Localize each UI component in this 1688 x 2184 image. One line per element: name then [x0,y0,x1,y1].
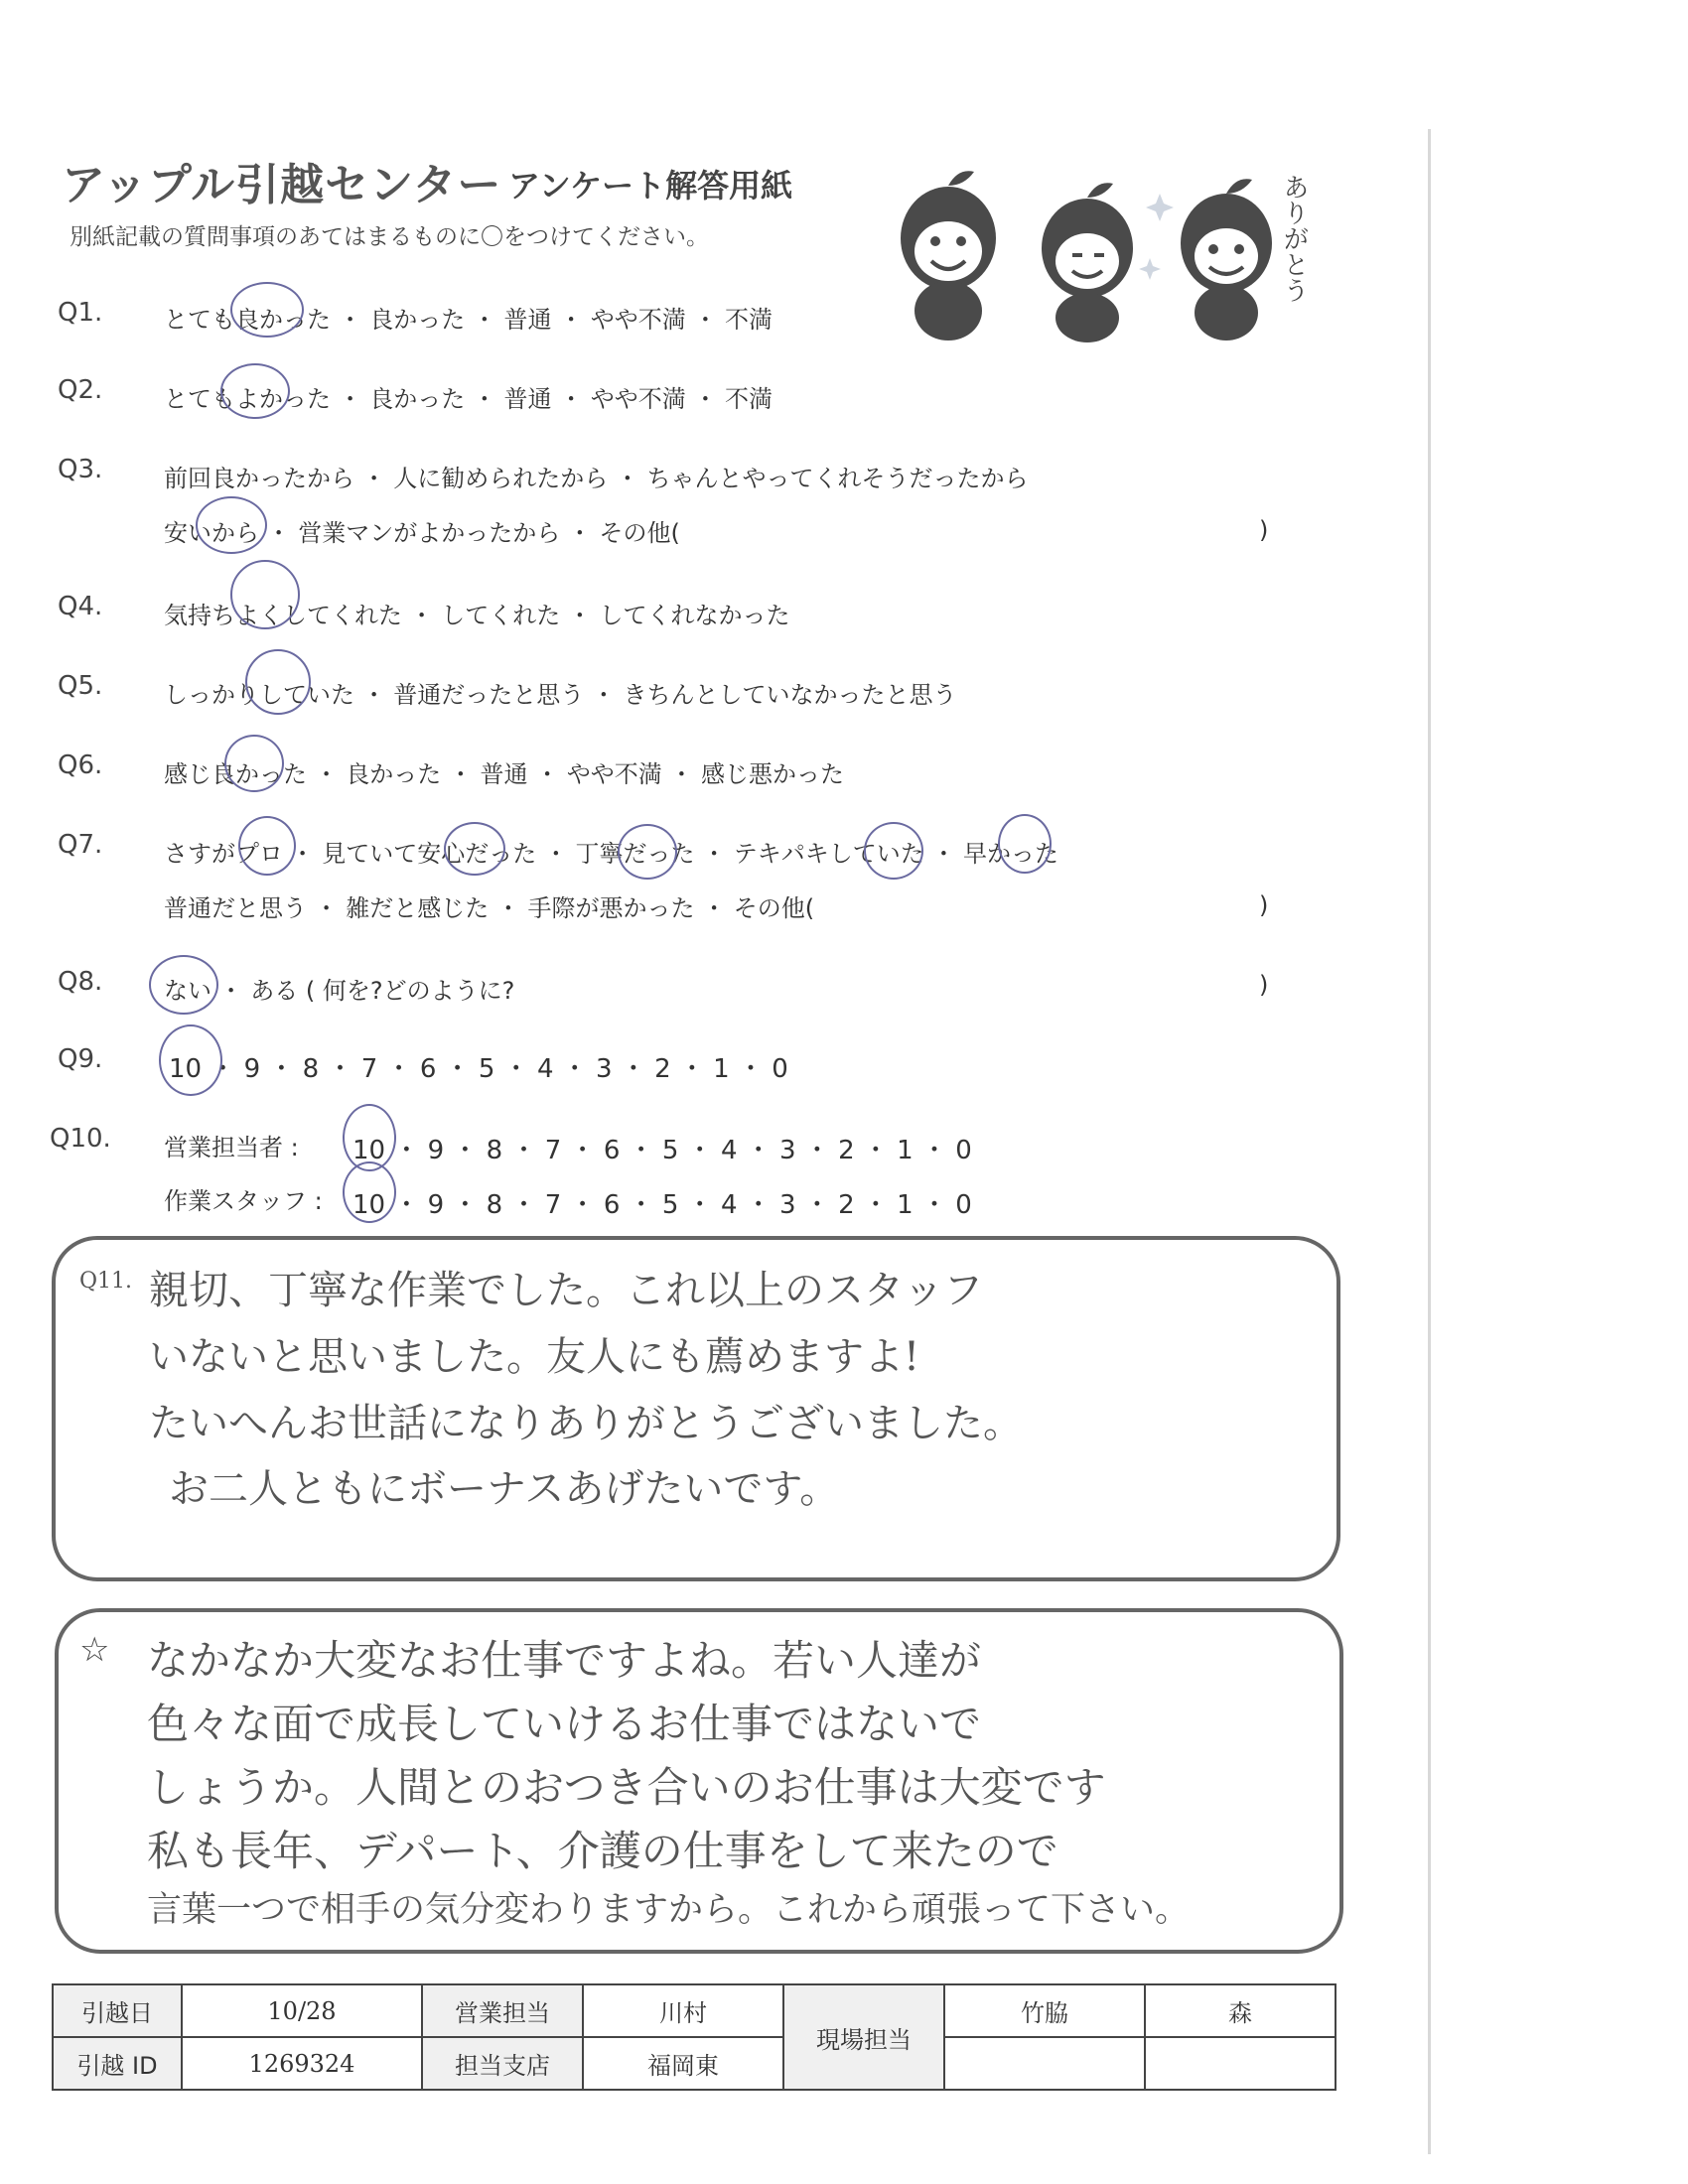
q4-label: Q4. [58,592,103,621]
answer-circle-mark [444,822,505,876]
star-handwriting-line3: しょうか。人間とのおつき合いのお仕事は大変です [147,1763,1106,1812]
site-staff-label: 現場担当 [783,1984,944,2090]
answer-circle-mark [245,649,311,715]
sales-rep-label: 営業担当 [422,1984,583,2037]
move-id-label: 引越 ID [53,2037,182,2090]
answer-circle-mark [230,560,300,629]
q1-label: Q1. [58,298,103,328]
branch-value: 福岡東 [583,2037,783,2090]
q10-sales-label: 営業担当者 : [164,1134,307,1161]
monkey-mascot-illustration [874,164,1321,342]
q5-label: Q5. [58,671,103,701]
q7-options-line1: さすがプロ ・ 見ていて安心だった ・ 丁寧だった ・ テキパキしていた ・ 早かった [164,840,1059,868]
star-handwriting-line2: 色々な面で成長していけるお仕事ではないで [147,1700,982,1748]
q3-options-line2: 安いから ・ 営業マンがよかったから ・ その他( [164,519,680,547]
q6-options: 感じ良かった ・ 良かった ・ 普通 ・ やや不満 ・ 感じ悪かった [164,760,845,788]
answer-circle-mark [618,824,677,880]
company-title: アップル引越センター [62,160,502,210]
q10-staff-scale: 10 ・ 9 ・ 8 ・ 7 ・ 6 ・ 5 ・ 4 ・ 3 ・ 2 ・ 1 ・ 0 [352,1190,972,1220]
q1-options: とても良かった ・ 良かった ・ 普通 ・ やや不満 ・ 不満 [164,306,774,334]
q2-options: とてもよかった ・ 良かった ・ 普通 ・ やや不満 ・ 不満 [164,385,774,413]
answer-circle-mark [230,282,304,338]
branch-label: 担当支店 [422,2037,583,2090]
instruction-text: 別紙記載の質問事項のあてはまるものに〇をつけてください。 [70,224,709,250]
q5-options: しっかりしていた ・ 普通だったと思う ・ きちんとしていなかったと思う [164,681,957,709]
q8-close-paren: ) [1259,971,1269,999]
q11-handwriting-line3: たいへんお世話になりありがとうございました。 [149,1401,1023,1446]
q9-scale: 10 ・ 9 ・ 8 ・ 7 ・ 6 ・ 5 ・ 4 ・ 3 ・ 2 ・ 1 ・ 0 [169,1054,788,1084]
star-icon: ☆ [79,1630,110,1670]
answer-circle-mark [220,363,290,419]
q10-staff-label: 作業スタッフ : [164,1187,331,1215]
footer-info-table [52,1983,1336,2091]
move-id-value: 1269324 [182,2037,422,2090]
site-staff-value-2: 森 [1145,1984,1336,2037]
form-subtitle: アンケート解答用紙 [508,167,793,205]
q11-label: Q11. [79,1269,133,1294]
sales-rep-value: 川村 [583,1984,783,2037]
q11-handwriting-line2: いないと思いました。友人にも薦めますよ! [149,1334,920,1380]
q2-label: Q2. [58,375,103,405]
site-staff-empty-cell-1 [944,2037,1145,2090]
q3-close-paren: ) [1259,516,1269,544]
scan-edge-line [1428,129,1431,2154]
q7-options-line2: 普通だと思う ・ 雑だと感じた ・ 手際が悪かった ・ その他( [164,894,815,922]
move-date-value: 10/28 [182,1984,422,2037]
q11-handwriting-line4: お二人ともにボーナスあげたいです。 [169,1466,840,1512]
mascot-caption: ありがとう [1279,174,1309,303]
answer-circle-mark [196,496,267,554]
answer-circle-mark [343,1161,396,1223]
q6-label: Q6. [58,751,103,780]
q10-sales-scale: 10 ・ 9 ・ 8 ・ 7 ・ 6 ・ 5 ・ 4 ・ 3 ・ 2 ・ 1 ・ 0 [352,1136,972,1165]
star-handwriting-line4: 私も長年、デパート、介護の仕事をして来たので [147,1827,1058,1875]
star-handwriting-line5: 言葉一つで相手の気分変わりますから。これから頑張って下さい。 [147,1890,1191,1930]
q7-label: Q7. [58,830,103,860]
answer-circle-mark [149,955,218,1015]
q8-options: ない ・ ある ( 何を?どのように? [164,977,515,1005]
move-date-label: 引越日 [53,1984,182,2037]
q8-label: Q8. [58,967,103,997]
q11-handwriting-line1: 親切、丁寧な作業でした。これ以上のスタッフ [149,1268,983,1313]
site-staff-empty-cell-2 [1145,2037,1336,2090]
site-staff-value-1: 竹脇 [944,1984,1145,2037]
q9-label: Q9. [58,1044,103,1074]
answer-circle-mark [238,816,296,876]
q4-options: 気持ちよくしてくれた ・ してくれた ・ してくれなかった [164,602,790,629]
answer-circle-mark [224,735,284,792]
q3-options-line1: 前回良かったから ・ 人に勧められたから ・ ちゃんとやってくれそうだったから [164,465,1029,492]
answer-circle-mark [998,814,1052,874]
q7-close-paren: ) [1259,891,1269,919]
star-handwriting-line1: なかなか大変なお仕事ですよね。若い人達が [147,1636,982,1685]
q3-label: Q3. [58,455,103,484]
q10-label: Q10. [50,1124,111,1154]
answer-circle-mark [159,1024,222,1096]
answer-circle-mark [864,822,923,880]
